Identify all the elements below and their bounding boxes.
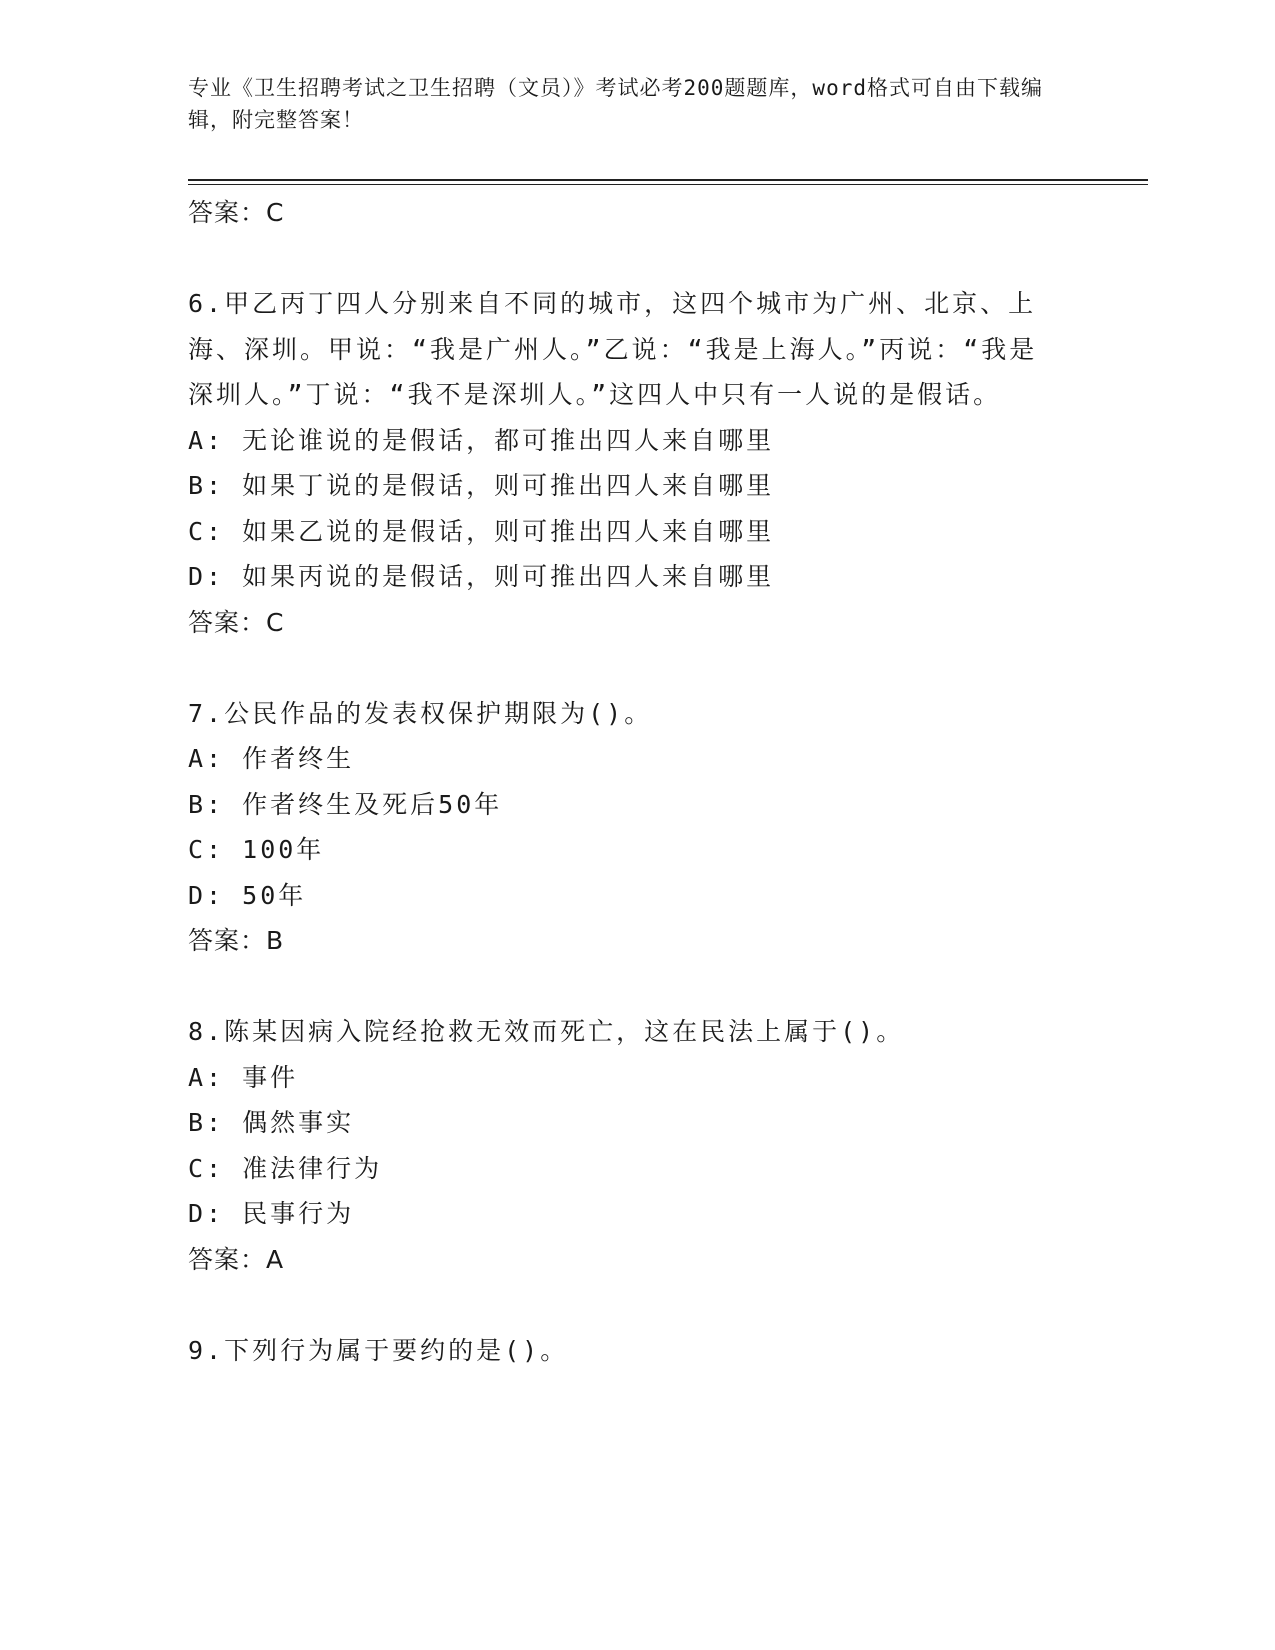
option-c: C: 准法律行为 [188,1153,383,1183]
option-a: A: 作者终生 [188,744,355,773]
option-d: D: 民事行为 [188,1199,355,1228]
question-8 [188,1009,1068,1282]
option-d: D: 50年 [188,880,307,910]
question-7 [188,691,1068,964]
question-6 [188,281,1068,645]
question-text: 9.下列行为属于要约的是()。 [188,1335,569,1365]
answer: 答案：A [188,1244,285,1274]
spacer [188,964,1068,1010]
header-rule-thick [188,179,1148,181]
option-b: B: 偶然事实 [188,1108,355,1137]
document-body [188,190,1068,1373]
option-d: D: 如果丙说的是假话，则可推出四人来自哪里 [188,562,775,591]
answer: 答案：B [188,926,285,955]
question-text: 7.公民作品的发表权保护期限为()。 [188,698,653,728]
question-9 [188,1328,1068,1374]
header-rule-thin [188,184,1148,185]
option-b: B: 如果丁说的是假话，则可推出四人来自哪里 [188,471,775,500]
question-text: 8.陈某因病入院经抢救无效而死亡，这在民法上属于()。 [188,1017,905,1046]
option-a: A: 无论谁说的是假话，都可推出四人来自哪里 [188,425,775,455]
question-text: 6.甲乙丙丁四人分别来自不同的城市，这四个城市为广州、北京、上海、深圳。甲说：“我是广州人。”乙说：“我是上海人。”丙说：“我是深圳人。”丁说：“我不是深圳人。”这四人中只有一人说的是假话。 [188,289,1038,409]
option-a: A: 事件 [188,1062,299,1092]
option-b: B: 作者终生及死后50年 [188,789,503,819]
spacer [188,1282,1068,1328]
document-header: 专业《卫生招聘考试之卫生招聘（文员）》考试必考200题题库，word格式可自由下载编辑，附完整答案！ [188,76,1043,132]
spacer [188,236,1068,282]
spacer [188,645,1068,691]
option-c: C: 100年 [188,835,325,864]
previous-answer: 答案：C [188,198,285,227]
answer: 答案：C [188,607,285,637]
option-c: C: 如果乙说的是假话，则可推出四人来自哪里 [188,516,775,546]
